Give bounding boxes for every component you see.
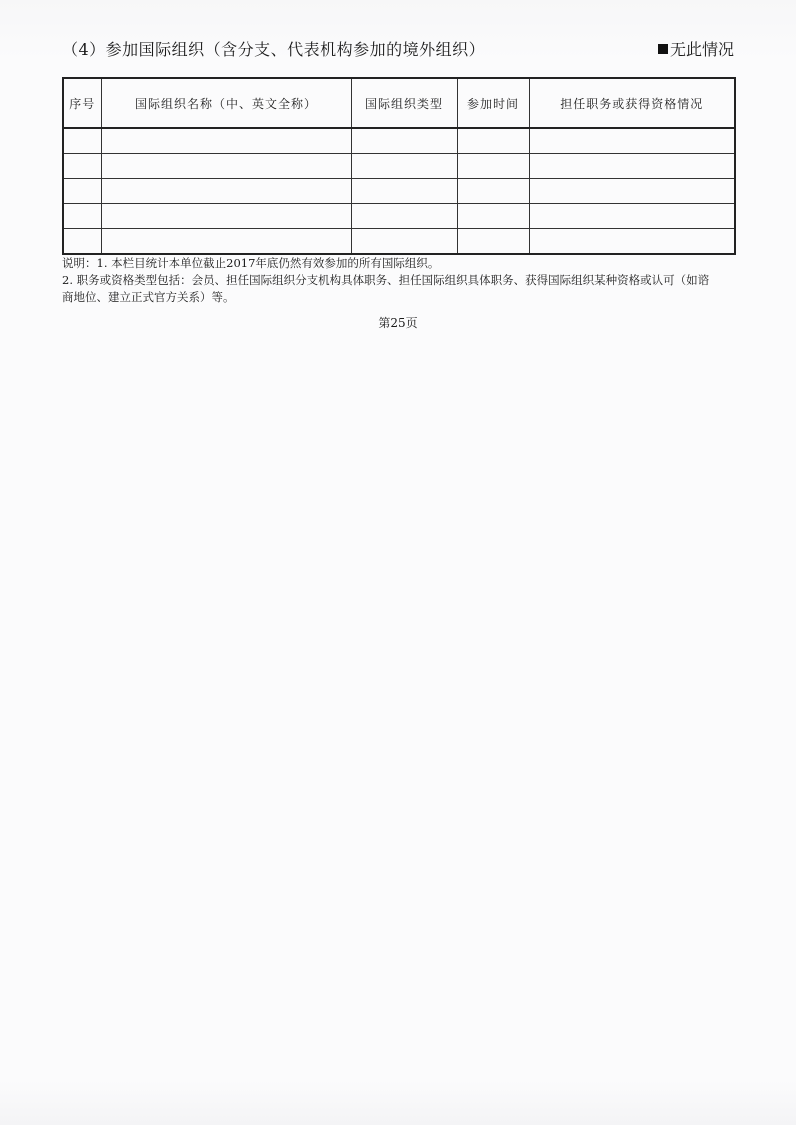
table-row bbox=[63, 204, 735, 229]
cell-org-type bbox=[351, 128, 457, 154]
header-org-name: 国际组织名称（中、英文全称） bbox=[101, 78, 351, 128]
cell-org-type bbox=[351, 204, 457, 229]
cell-seq bbox=[63, 204, 101, 229]
cell-org-name bbox=[101, 204, 351, 229]
cell-seq bbox=[63, 179, 101, 204]
cell-seq bbox=[63, 154, 101, 179]
cell-org-type bbox=[351, 154, 457, 179]
international-organizations-table bbox=[62, 77, 736, 255]
header-org-type: 国际组织类型 bbox=[351, 78, 457, 128]
header-role: 担任职务或获得资格情况 bbox=[529, 78, 735, 128]
table-row bbox=[63, 154, 735, 179]
cell-role bbox=[529, 128, 735, 154]
section-title: （4）参加国际组织（含分支、代表机构参加的境外组织） bbox=[62, 40, 486, 59]
header-seq: 序号 bbox=[63, 78, 101, 128]
cell-seq bbox=[63, 229, 101, 255]
cell-join-time bbox=[457, 179, 529, 204]
cell-join-time bbox=[457, 229, 529, 255]
cell-join-time bbox=[457, 128, 529, 154]
cell-org-name bbox=[101, 154, 351, 179]
header-join-time: 参加时间 bbox=[457, 78, 529, 128]
table-header-row bbox=[63, 78, 735, 128]
filled-square-icon bbox=[658, 44, 668, 54]
no-info-indicator bbox=[658, 37, 734, 60]
section-header bbox=[62, 37, 734, 63]
cell-role bbox=[529, 154, 735, 179]
cell-seq bbox=[63, 128, 101, 154]
cell-org-name bbox=[101, 229, 351, 255]
note-line-2: 2. 职务或资格类型包括：会员、担任国际组织分支机构具体职务、担任国际组织具体职务、获得国际组织某种资格或认可（如谘 bbox=[62, 273, 710, 287]
note-line-1: 说明：1. 本栏目统计本单位截止2017年底仍然有效参加的所有国际组织。 bbox=[62, 256, 440, 270]
cell-role bbox=[529, 229, 735, 255]
note-line-3: 商地位、建立正式官方关系）等。 bbox=[62, 290, 235, 304]
cell-org-name bbox=[101, 128, 351, 154]
cell-role bbox=[529, 204, 735, 229]
page-number: 第25页 bbox=[378, 316, 418, 330]
cell-org-type bbox=[351, 229, 457, 255]
cell-join-time bbox=[457, 154, 529, 179]
table-notes bbox=[62, 255, 742, 306]
cell-role bbox=[529, 179, 735, 204]
no-info-label: 无此情况 bbox=[669, 40, 734, 59]
cell-org-type bbox=[351, 179, 457, 204]
cell-join-time bbox=[457, 204, 529, 229]
table-row bbox=[63, 128, 735, 154]
table-row bbox=[63, 179, 735, 204]
table-row bbox=[63, 229, 735, 255]
cell-org-name bbox=[101, 179, 351, 204]
